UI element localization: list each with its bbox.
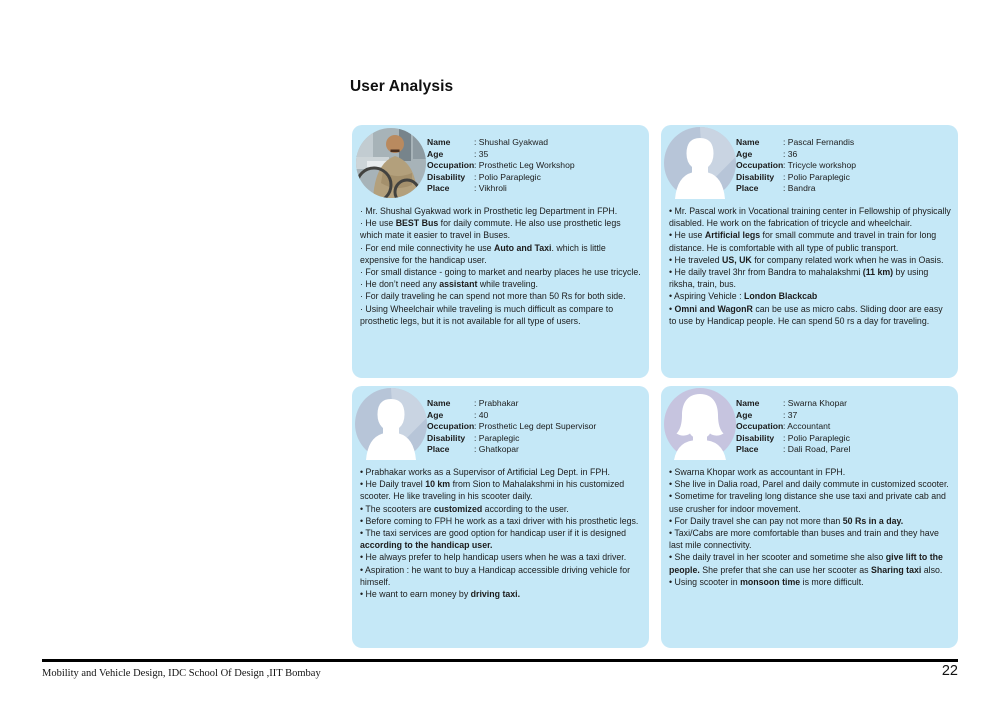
info-row	[736, 410, 954, 422]
info-value: : 37	[783, 409, 798, 420]
bullet-marker: ·	[360, 291, 366, 302]
bullet-marker: •	[360, 515, 366, 526]
bullet-marker: •	[669, 267, 675, 278]
note-item: · He use BEST Bus for daily commute. He also use prosthetic legs which mate it easier to travel in Buses.	[360, 218, 621, 241]
info-label: Occupation	[736, 160, 784, 170]
info-label: Disability	[427, 171, 466, 182]
info-label: Name	[427, 398, 451, 408]
note-item: • He always prefer to help handicap users when he was a taxi driver.	[360, 552, 627, 563]
info-value: : Polio Paraplegic	[783, 171, 850, 182]
note-item: • Prabhakar works as a Supervisor of Artificial Leg Dept. in FPH.	[360, 467, 610, 477]
info-label: Occupation	[736, 421, 784, 431]
info-value: : Prosthetic Leg dept Supervisor	[474, 421, 597, 431]
note-item: • He use Artificial legs for small commute and travel in train for long distance. He is comfortable with all type of public transport.	[669, 230, 937, 253]
info-row	[427, 160, 645, 172]
note-item: • The taxi services are good option for handicap user if it is designed according to the handicap user.	[360, 528, 627, 551]
bullet-marker: •	[669, 515, 675, 526]
bullet-marker: •	[669, 254, 675, 265]
info-row	[427, 410, 645, 422]
info-label: Disability	[736, 171, 775, 182]
info-row	[427, 433, 645, 445]
info-row	[736, 444, 954, 456]
bullet-marker: ·	[360, 303, 366, 314]
info-row	[427, 421, 645, 433]
male-placeholder-icon	[355, 388, 427, 460]
info-value: : Prabhakar	[474, 398, 519, 408]
male-placeholder-icon	[664, 127, 736, 199]
info-value: : Tricycle workshop	[783, 160, 857, 170]
info-value: : 36	[783, 148, 798, 159]
info-value: : Accountant	[783, 421, 831, 431]
info-row	[427, 183, 645, 195]
bullet-marker: •	[669, 206, 675, 216]
info-row	[427, 137, 645, 149]
note-item: • Omni and WagonR can be use as micro cabs. Sliding door are easy to use by Handicap people. He can spend 50 rs a day for traveling.	[669, 303, 943, 326]
user-card	[352, 125, 649, 378]
note-item: • She daily travel in her scooter and sometime she also give lift to the people. She prefer that she can use her scooter as Sharing taxi also.	[669, 552, 943, 575]
note-item: · For end mile connectivity he use Auto and Taxi. which is little expensive for the handicap user.	[360, 242, 606, 265]
bullet-marker: •	[669, 576, 675, 587]
note-item: • Before coming to FPH he work as a taxi driver with his prosthetic legs.	[360, 515, 639, 526]
info-row	[736, 160, 954, 172]
note-item: • Mr. Pascal work in Vocational training center in Fellowship of physically disabled. He work on the fabrication of tricycle and wheelchair.	[669, 206, 951, 229]
note-item: • Aspiring Vehicle : London Blackcab	[669, 291, 818, 302]
note-item: · Using Wheelchair while traveling is much difficult as compare to prosthetic legs, but it is not available for all type of users.	[360, 303, 614, 326]
user-card	[352, 386, 649, 648]
bullet-marker: •	[360, 479, 366, 490]
note-item: · For daily traveling he can spend not more than 50 Rs for both side.	[360, 291, 626, 302]
info-label: Age	[736, 409, 753, 420]
bullet-marker: •	[669, 491, 675, 502]
bullet-marker: •	[360, 552, 366, 563]
note-item: • Swarna Khopar work as accountant in FPH.	[669, 467, 846, 477]
info-label: Age	[427, 409, 444, 420]
bullet-marker: •	[669, 303, 675, 314]
info-row	[736, 398, 954, 410]
user-notes	[669, 466, 951, 588]
info-label: Place	[736, 444, 759, 454]
bullet-marker: ·	[360, 242, 366, 253]
note-item: • Sometime for traveling long distance she use taxi and private cab and use crusher for indoor movement.	[669, 491, 946, 514]
info-row	[736, 137, 954, 149]
note-item: · Mr. Shushal Gyakwad work in Prosthetic leg Department in FPH.	[360, 206, 618, 216]
bullet-marker: •	[360, 503, 366, 514]
page-title: User Analysis	[350, 78, 454, 95]
info-value: : Prosthetic Leg Workshop	[474, 160, 575, 170]
note-item: • He want to earn money by driving taxi.	[360, 589, 521, 600]
info-value: : Paraplegic	[474, 432, 520, 443]
info-row	[736, 172, 954, 184]
info-value: : 35	[474, 148, 489, 159]
bullet-marker: ·	[360, 206, 366, 216]
user-photo	[355, 127, 427, 199]
user-notes	[360, 466, 642, 600]
info-label: Age	[736, 148, 753, 159]
info-row	[427, 398, 645, 410]
note-item: • Aspiration : he want to buy a Handicap accessible driving vehicle for himself.	[360, 564, 631, 587]
bullet-marker: •	[360, 528, 366, 539]
bullet-marker: ·	[360, 279, 366, 290]
note-item: • Taxi/Cabs are more comfortable than buses and train and they have last mile connectivity.	[669, 528, 939, 551]
info-label: Occupation	[427, 421, 475, 431]
info-label: Occupation	[427, 160, 475, 170]
user-info	[736, 398, 954, 456]
user-notes	[360, 205, 642, 327]
info-value: : 40	[474, 409, 489, 420]
info-row	[736, 421, 954, 433]
info-label: Disability	[427, 432, 466, 443]
info-label: Name	[736, 137, 760, 147]
note-item: • He daily travel 3hr from Bandra to mahalakshmi (11 km) by using riksha, train, bus.	[669, 267, 929, 290]
info-label: Place	[736, 183, 759, 193]
info-value: : Shushal Gyakwad	[474, 137, 549, 147]
info-row	[736, 183, 954, 195]
info-row	[427, 172, 645, 184]
bullet-marker: •	[669, 552, 675, 563]
note-item: • For Daily travel she can pay not more than 50 Rs in a day.	[669, 515, 904, 526]
bullet-marker: ·	[360, 218, 366, 229]
info-label: Place	[427, 183, 450, 193]
footer-text: Mobility and Vehicle Design, IDC School Of Design ,IIT Bombay	[42, 668, 321, 679]
female-placeholder-icon	[664, 388, 736, 460]
note-item: • She live in Dalia road, Parel and daily commute in customized scooter.	[669, 479, 949, 490]
note-item: · He don’t need any assistant while traveling.	[360, 279, 539, 290]
info-row	[427, 444, 645, 456]
avatar	[355, 127, 427, 199]
bullet-marker: •	[669, 291, 675, 302]
info-value: : Polio Paraplegic	[474, 171, 541, 182]
user-info	[736, 137, 954, 195]
bullet-marker: •	[360, 589, 366, 600]
user-card	[661, 125, 958, 378]
note-item: • He Daily travel 10 km from Sion to Mahalakshmi in his customized scooter. He like traveling in his scooter daily.	[360, 479, 625, 502]
bullet-marker: ·	[360, 267, 366, 278]
info-value: : Swarna Khopar	[783, 398, 848, 408]
info-value: : Vikhroli	[474, 183, 507, 193]
info-row	[736, 433, 954, 445]
bullet-marker: •	[360, 564, 366, 575]
info-label: Age	[427, 148, 444, 159]
info-value: : Bandra	[783, 183, 816, 193]
user-notes	[669, 205, 951, 327]
avatar	[355, 388, 427, 460]
info-label: Name	[736, 398, 760, 408]
note-item: • He traveled US, UK for company related work when he was in Oasis.	[669, 254, 944, 265]
info-value: : Dali Road, Parel	[783, 444, 851, 454]
info-value: : Pascal Fernandis	[783, 137, 855, 147]
note-item: • Using scooter in monsoon time is more difficult.	[669, 576, 864, 587]
note-item: • The scooters are customized according to the user.	[360, 503, 569, 514]
avatar	[664, 127, 736, 199]
bullet-marker: •	[669, 479, 675, 490]
note-item: · For small distance - going to market and nearby places he use tricycle.	[360, 267, 641, 278]
bullet-marker: •	[669, 467, 675, 477]
info-value: : Polio Paraplegic	[783, 432, 850, 443]
avatar	[664, 388, 736, 460]
info-label: Disability	[736, 432, 775, 443]
bullet-marker: •	[360, 467, 366, 477]
user-info	[427, 137, 645, 195]
user-info	[427, 398, 645, 456]
page-number: 22	[941, 663, 958, 679]
info-label: Name	[427, 137, 451, 147]
bullet-marker: •	[669, 230, 675, 241]
info-row	[427, 149, 645, 161]
info-label: Place	[427, 444, 450, 454]
info-value: : Ghatkopar	[474, 444, 519, 454]
footer-divider	[42, 659, 958, 662]
bullet-marker: •	[669, 528, 675, 539]
info-row	[736, 149, 954, 161]
user-card	[661, 386, 958, 648]
